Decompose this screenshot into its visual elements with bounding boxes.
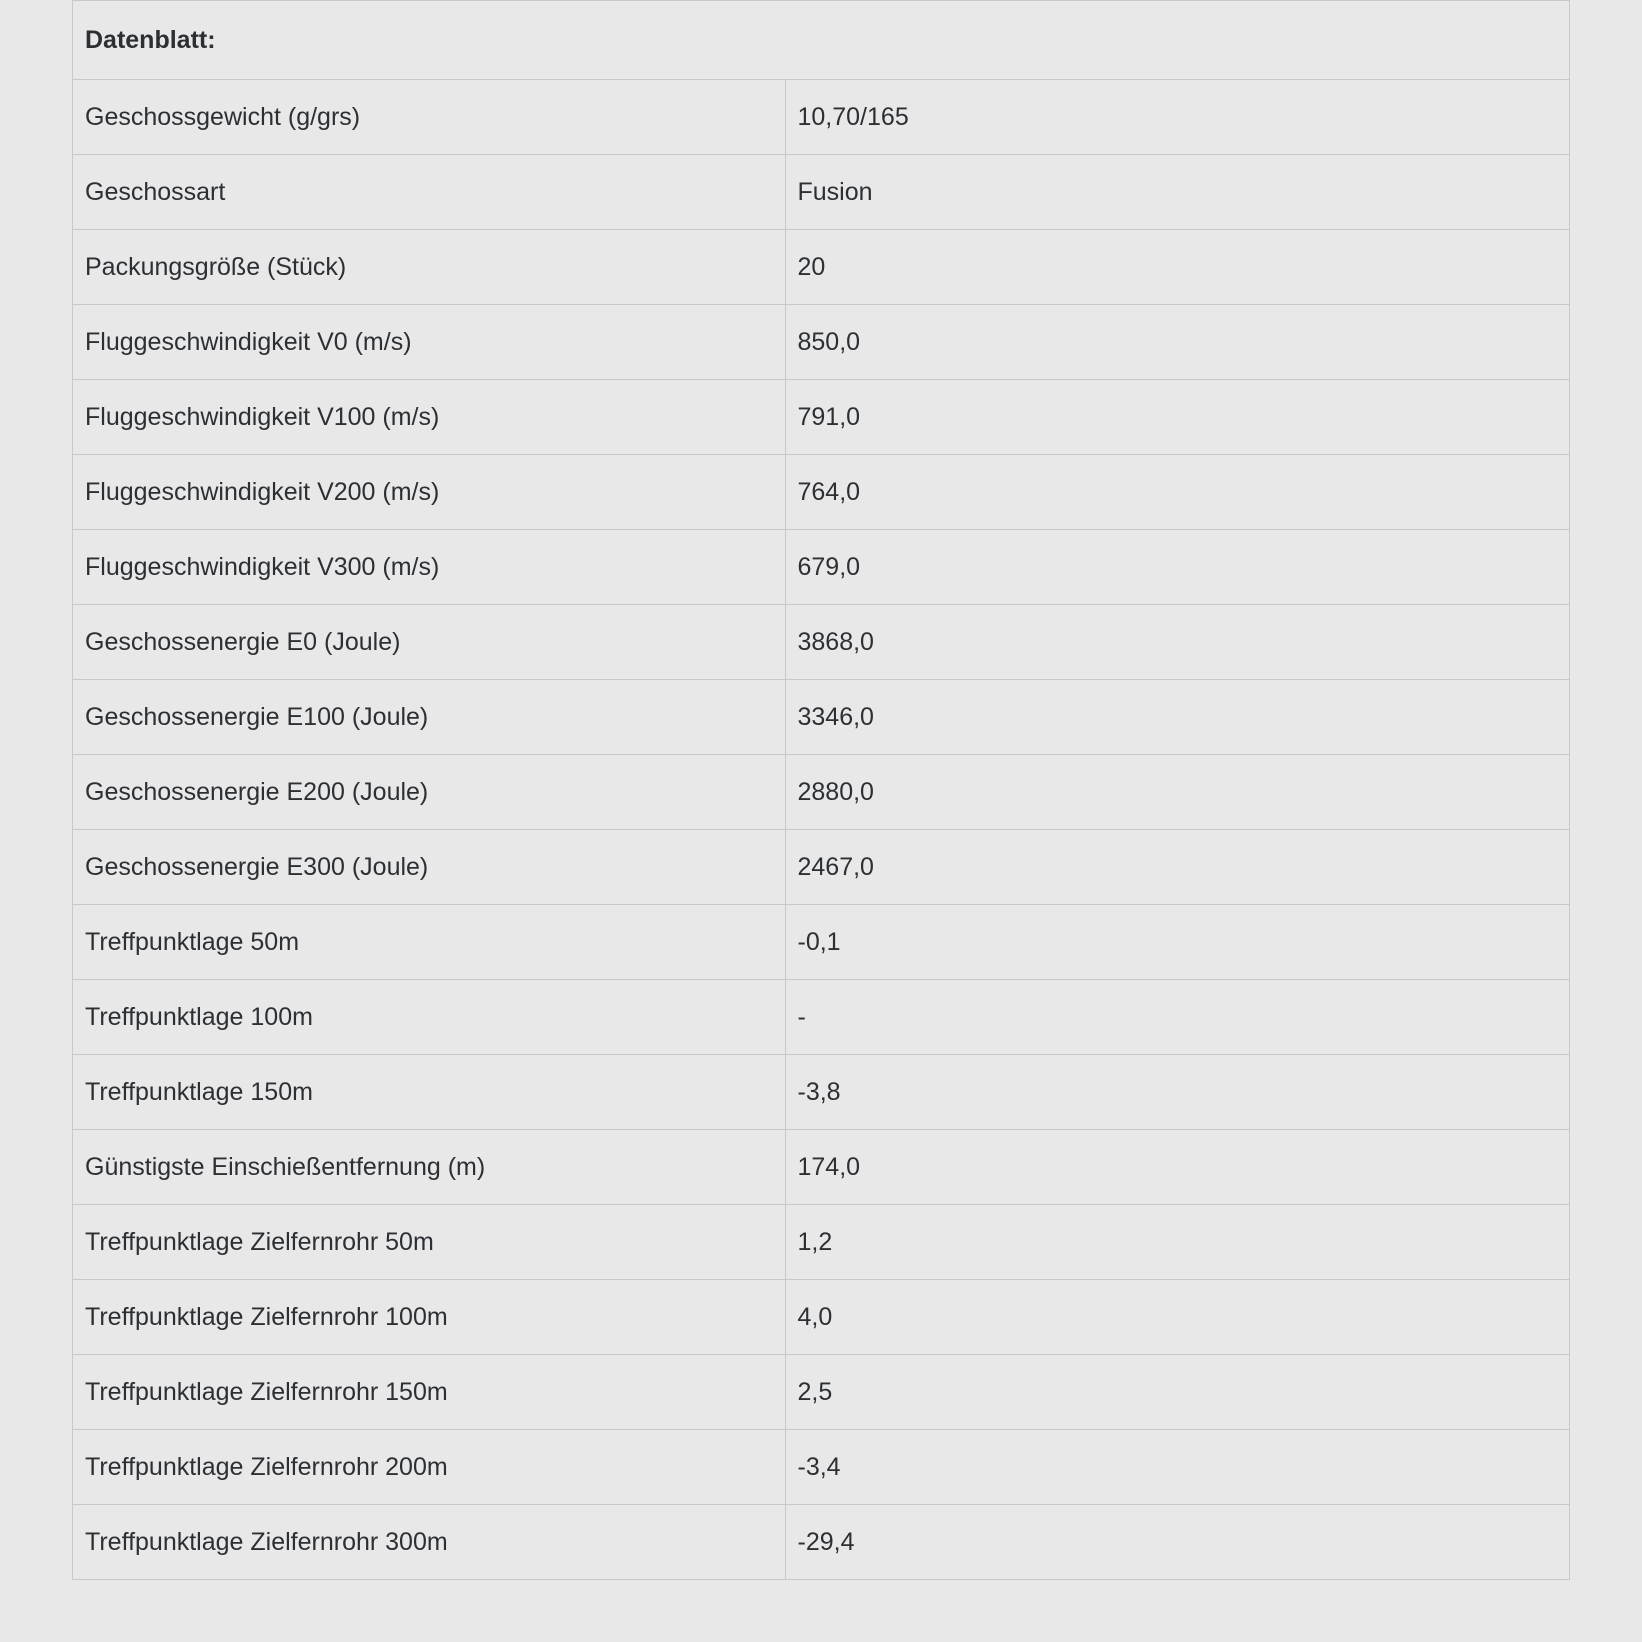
row-label: Geschossenergie E200 (Joule) [73,755,785,830]
row-value: -29,4 [785,1505,1569,1580]
row-label: Treffpunktlage Zielfernrohr 100m [73,1280,785,1355]
table-row [73,1130,1569,1205]
table-row [73,980,1569,1055]
row-value: 174,0 [785,1130,1569,1205]
row-value: 2,5 [785,1355,1569,1430]
row-label: Treffpunktlage Zielfernrohr 300m [73,1505,785,1580]
row-value: 2880,0 [785,755,1569,830]
row-label: Geschossenergie E300 (Joule) [73,830,785,905]
datasheet-table [73,0,1569,1580]
datasheet-title: Datenblatt: [73,1,1569,80]
datasheet-body [73,80,1569,1580]
row-value: 3346,0 [785,680,1569,755]
row-label: Treffpunktlage Zielfernrohr 200m [73,1430,785,1505]
table-row [73,155,1569,230]
row-value: -0,1 [785,905,1569,980]
row-label: Treffpunktlage Zielfernrohr 150m [73,1355,785,1430]
row-label: Fluggeschwindigkeit V200 (m/s) [73,455,785,530]
table-row [73,230,1569,305]
datasheet-header-row [73,1,1569,80]
row-value: Fusion [785,155,1569,230]
row-value: 2467,0 [785,830,1569,905]
table-row [73,605,1569,680]
table-row [73,1280,1569,1355]
row-value: 679,0 [785,530,1569,605]
table-row [73,755,1569,830]
row-value: 1,2 [785,1205,1569,1280]
table-row [73,1505,1569,1580]
row-label: Geschossgewicht (g/grs) [73,80,785,155]
row-label: Treffpunktlage Zielfernrohr 50m [73,1205,785,1280]
table-row [73,1205,1569,1280]
row-value: 850,0 [785,305,1569,380]
row-value: 791,0 [785,380,1569,455]
row-label: Geschossenergie E100 (Joule) [73,680,785,755]
row-value: 20 [785,230,1569,305]
row-label: Fluggeschwindigkeit V100 (m/s) [73,380,785,455]
row-label: Treffpunktlage 50m [73,905,785,980]
row-value: 4,0 [785,1280,1569,1355]
row-label: Geschossart [73,155,785,230]
table-row [73,305,1569,380]
table-row [73,830,1569,905]
row-label: Fluggeschwindigkeit V0 (m/s) [73,305,785,380]
row-label: Packungsgröße (Stück) [73,230,785,305]
table-row [73,1055,1569,1130]
row-label: Treffpunktlage 100m [73,980,785,1055]
table-row [73,680,1569,755]
row-label: Fluggeschwindigkeit V300 (m/s) [73,530,785,605]
table-row [73,80,1569,155]
row-value: 10,70/165 [785,80,1569,155]
table-row [73,1355,1569,1430]
row-value: 764,0 [785,455,1569,530]
row-value: -3,8 [785,1055,1569,1130]
table-row [73,380,1569,455]
row-value: 3868,0 [785,605,1569,680]
table-row [73,905,1569,980]
row-label: Treffpunktlage 150m [73,1055,785,1130]
row-value: -3,4 [785,1430,1569,1505]
row-label: Günstigste Einschießentfernung (m) [73,1130,785,1205]
row-label: Geschossenergie E0 (Joule) [73,605,785,680]
row-value: - [785,980,1569,1055]
datasheet-container [72,0,1570,1580]
table-row [73,530,1569,605]
table-row [73,1430,1569,1505]
table-row [73,455,1569,530]
